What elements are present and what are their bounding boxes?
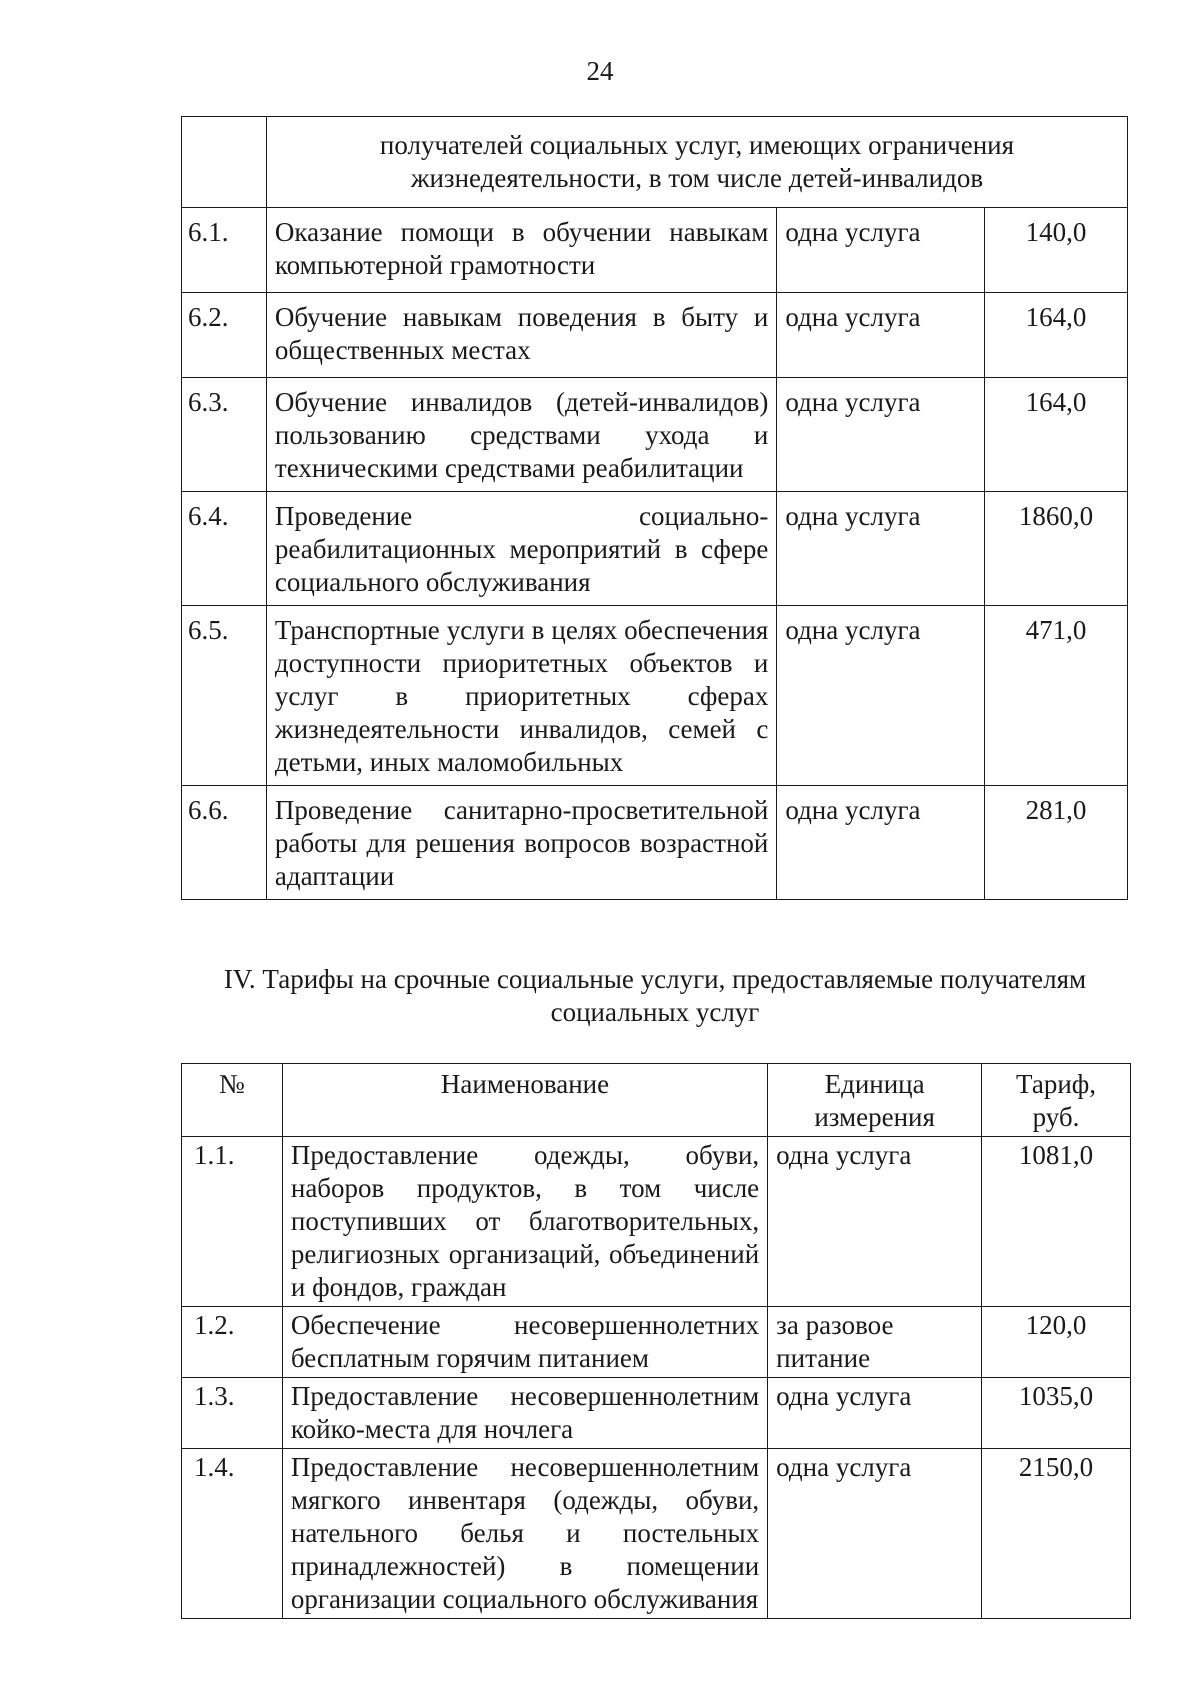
- table-continuation-row: [182, 117, 1128, 208]
- tariff-value: 2150,0: [982, 1449, 1131, 1619]
- unit-of-measure: одна услуга: [768, 1378, 982, 1449]
- header-number: №: [182, 1064, 283, 1137]
- row-number: 6.4.: [182, 492, 267, 606]
- table-row: [182, 1378, 1131, 1449]
- table-row: [182, 1137, 1131, 1307]
- table-row: [182, 606, 1128, 786]
- unit-of-measure: за разовое питание: [768, 1307, 982, 1378]
- service-name: Транспортные услуги в целях обеспечения доступности приоритетных объектов и услуг в приоритетных сферах жизнедеятельности инвалидов, семей с детьми, иных маломобильных: [266, 606, 776, 786]
- tariff-table-continued: [181, 116, 1128, 900]
- section-title: IV. Тарифы на срочные социальные услуги, предоставляемые получателям социальных услуг: [223, 964, 1087, 1027]
- tariff-value: 471,0: [985, 606, 1128, 786]
- row-number: 1.1.: [182, 1137, 283, 1307]
- unit-of-measure: одна услуга: [777, 606, 985, 786]
- unit-of-measure: одна услуга: [777, 492, 985, 606]
- service-name: Проведение санитарно-просветительной работы для решения вопросов возрастной адаптации: [266, 786, 776, 900]
- empty-cell: [182, 117, 267, 208]
- unit-of-measure: одна услуга: [777, 378, 985, 492]
- row-number: 1.2.: [182, 1307, 283, 1378]
- table-row: [182, 1449, 1131, 1619]
- row-number: 6.6.: [182, 786, 267, 900]
- header-tariff: Тариф, руб.: [982, 1064, 1131, 1137]
- header-name: Наименование: [282, 1064, 767, 1137]
- service-name: Обучение навыкам поведения в быту и общественных местах: [266, 293, 776, 378]
- continuation-header: получателей социальных услуг, имеющих ограничения жизнедеятельности, в том числе детей-инвалидов: [266, 117, 1127, 208]
- row-number: 1.4.: [182, 1449, 283, 1619]
- unit-of-measure: одна услуга: [777, 208, 985, 293]
- service-name: Обеспечение несовершеннолетних бесплатным горячим питанием: [282, 1307, 767, 1378]
- table-row: [182, 378, 1128, 492]
- tariff-value: 281,0: [985, 786, 1128, 900]
- tariff-value: 1860,0: [985, 492, 1128, 606]
- tariff-value: 120,0: [982, 1307, 1131, 1378]
- table-row: [182, 1307, 1131, 1378]
- tariff-value: 1035,0: [982, 1378, 1131, 1449]
- table-row: [182, 786, 1128, 900]
- table-row: [182, 492, 1128, 606]
- table-row: [182, 208, 1128, 293]
- row-number: 6.3.: [182, 378, 267, 492]
- page-number: 24: [586, 56, 614, 86]
- service-name: Предоставление несовершеннолетним койко-места для ночлега: [282, 1378, 767, 1449]
- urgent-services-tariff-table: [181, 1063, 1131, 1619]
- service-name: Предоставление одежды, обуви, наборов продуктов, в том числе поступивших от благотворительных, религиозных организаций, объединений и фондов, граждан: [282, 1137, 767, 1307]
- row-number: 6.5.: [182, 606, 267, 786]
- tariff-value: 164,0: [985, 293, 1128, 378]
- service-name: Обучение инвалидов (детей-инвалидов) пользованию средствами ухода и техническими средствами реабилитации: [266, 378, 776, 492]
- row-number: 1.3.: [182, 1378, 283, 1449]
- header-unit: Единица измерения: [768, 1064, 982, 1137]
- service-name: Оказание помощи в обучении навыкам компьютерной грамотности: [266, 208, 776, 293]
- unit-of-measure: одна услуга: [777, 293, 985, 378]
- service-name: Предоставление несовершеннолетним мягкого инвентаря (одежды, обуви, нательного белья и постельных принадлежностей) в помещении организации социального обслуживания: [282, 1449, 767, 1619]
- tariff-value: 164,0: [985, 378, 1128, 492]
- tariff-value: 140,0: [985, 208, 1128, 293]
- table-header-row: [182, 1064, 1131, 1137]
- row-number: 6.2.: [182, 293, 267, 378]
- unit-of-measure: одна услуга: [768, 1449, 982, 1619]
- row-number: 6.1.: [182, 208, 267, 293]
- service-name: Проведение социально-реабилитационных мероприятий в сфере социального обслуживания: [266, 492, 776, 606]
- unit-of-measure: одна услуга: [777, 786, 985, 900]
- unit-of-measure: одна услуга: [768, 1137, 982, 1307]
- table-row: [182, 293, 1128, 378]
- tariff-value: 1081,0: [982, 1137, 1131, 1307]
